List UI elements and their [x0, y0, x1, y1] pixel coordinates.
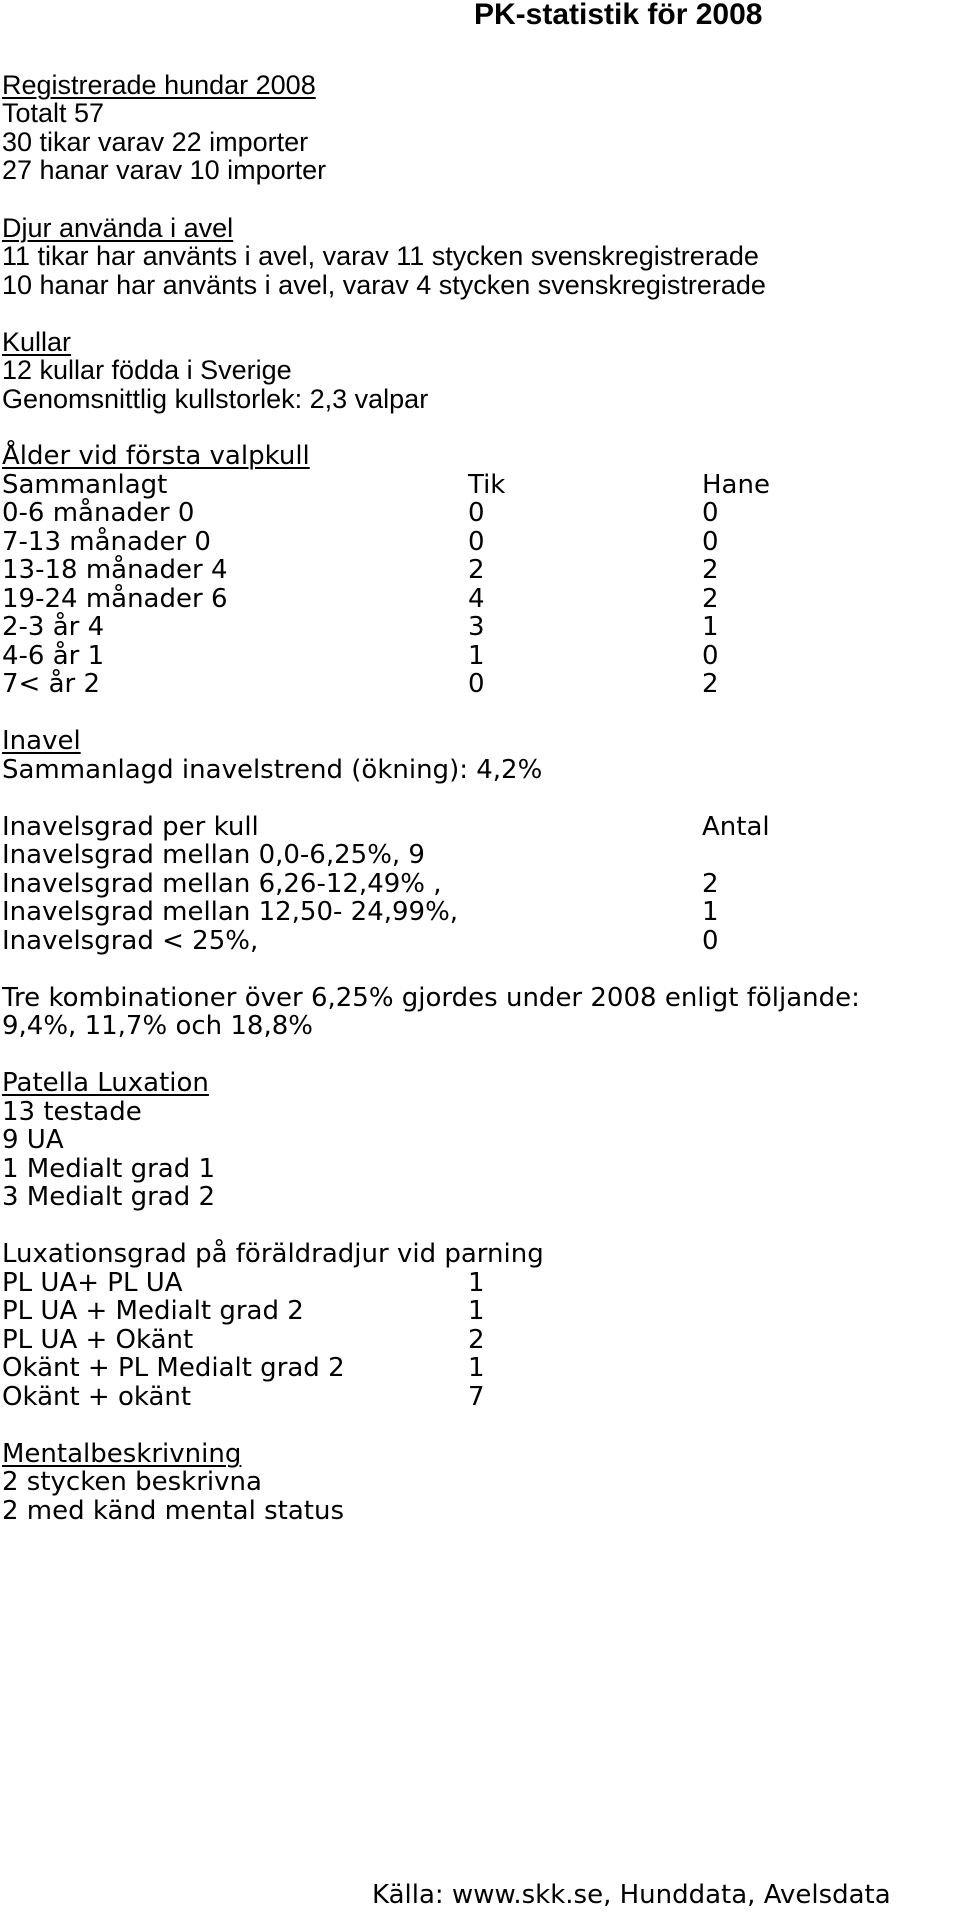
inavelsgrad-row	[2, 924, 802, 958]
alder-row-tik: 0	[468, 527, 485, 557]
alder-row-hane: 2	[702, 669, 719, 699]
alder-row-hane: 1	[702, 612, 719, 642]
alder-row	[2, 667, 802, 701]
alder-row-hane: 0	[702, 527, 719, 557]
kombinationer-line: Tre kombinationer över 6,25% gjordes under 2008 enligt följande:	[2, 983, 860, 1013]
luxationsgrad-label: Okänt + okänt	[2, 1382, 192, 1412]
mental-line: 2 stycken beskrivna	[2, 1467, 262, 1497]
source-note: Källa: www.skk.se, Hunddata, Avelsdata	[372, 1880, 891, 1910]
inavelsgrad-antal: 0	[702, 926, 719, 956]
alder-col-tik: Tik	[468, 470, 506, 500]
luxationsgrad-value: 1	[468, 1353, 485, 1383]
patella-line: 13 testade	[2, 1097, 142, 1127]
inavelsgrad-header: Inavelsgrad per kull	[2, 812, 259, 842]
luxationsgrad-label: PL UA+ PL UA	[2, 1268, 183, 1298]
luxationsgrad-label: PL UA + Okänt	[2, 1325, 194, 1355]
avel-heading: Djur använda i avel	[2, 213, 234, 243]
inavelsgrad-label: Inavelsgrad < 25%,	[2, 926, 259, 956]
alder-row-label: 19-24 månader 6	[2, 584, 228, 614]
inavelsgrad-antal: 1	[702, 897, 719, 927]
kullar-heading: Kullar	[2, 327, 72, 357]
luxationsgrad-row	[2, 1380, 802, 1414]
alder-row-label: 7< år 2	[2, 669, 101, 699]
inavel-trend: Sammanlagd inavelstrend (ökning): 4,2%	[2, 755, 543, 785]
alder-row-label: 0-6 månader 0	[2, 498, 195, 528]
alder-row-hane: 2	[702, 555, 719, 585]
patella-line: 1 Medialt grad 1	[2, 1154, 216, 1184]
alder-row-tik: 0	[468, 498, 485, 528]
luxationsgrad-label: Okänt + PL Medialt grad 2	[2, 1353, 345, 1383]
antal-header: Antal	[702, 812, 770, 842]
mental-heading: Mentalbeskrivning	[2, 1439, 242, 1469]
alder-row-tik: 2	[468, 555, 485, 585]
alder-row-label: 4-6 år 1	[2, 641, 105, 671]
alder-row-hane: 0	[702, 498, 719, 528]
page-title: PK-statistik för 2008	[474, 0, 763, 31]
registrerade-line: 30 tikar varav 22 importer	[2, 127, 309, 157]
alder-col-sammanlagt: Sammanlagt	[2, 470, 168, 500]
kullar-line: Genomsnittlig kullstorlek: 2,3 valpar	[2, 384, 429, 414]
alder-row-tik: 1	[468, 641, 485, 671]
luxationsgrad-value: 2	[468, 1325, 485, 1355]
registrerade-heading: Registrerade hundar 2008	[2, 70, 316, 100]
luxationsgrad-value: 1	[468, 1268, 485, 1298]
alder-col-hane: Hane	[702, 470, 770, 500]
inavelsgrad-antal: 2	[702, 869, 719, 899]
patella-line: 3 Medialt grad 2	[2, 1182, 216, 1212]
kullar-line: 12 kullar födda i Sverige	[2, 355, 292, 385]
patella-line: 9 UA	[2, 1125, 64, 1155]
inavelsgrad-label: Inavelsgrad mellan 0,0-6,25%, 9	[2, 840, 425, 870]
luxationsgrad-value: 1	[468, 1296, 485, 1326]
alder-row-tik: 4	[468, 584, 485, 614]
avel-line: 10 hanar har använts i avel, varav 4 stycken svenskregistrerade	[2, 270, 766, 300]
alder-row-label: 2-3 år 4	[2, 612, 105, 642]
patella-heading: Patella Luxation	[2, 1068, 209, 1098]
inavelsgrad-label: Inavelsgrad mellan 6,26-12,49% ,	[2, 869, 442, 899]
registrerade-line: 27 hanar varav 10 importer	[2, 155, 327, 185]
inavel-heading: Inavel	[2, 726, 81, 756]
alder-row-hane: 0	[702, 641, 719, 671]
alder-row-hane: 2	[702, 584, 719, 614]
luxationsgrad-label: PL UA + Medialt grad 2	[2, 1296, 304, 1326]
alder-row-tik: 0	[468, 669, 485, 699]
avel-line: 11 tikar har använts i avel, varav 11 stycken svenskregistrerade	[2, 241, 759, 271]
alder-row-tik: 3	[468, 612, 485, 642]
mental-line: 2 med känd mental status	[2, 1496, 344, 1526]
alder-row-label: 7-13 månader 0	[2, 527, 211, 557]
kombinationer-line: 9,4%, 11,7% och 18,8%	[2, 1011, 313, 1041]
registrerade-line: Totalt 57	[2, 98, 105, 128]
alder-row-label: 13-18 månader 4	[2, 555, 228, 585]
luxationsgrad-value: 7	[468, 1382, 485, 1412]
luxationsgrad-heading: Luxationsgrad på föräldradjur vid parning	[2, 1239, 544, 1269]
inavelsgrad-label: Inavelsgrad mellan 12,50- 24,99%,	[2, 897, 459, 927]
alder-heading: Ålder vid första valpkull	[2, 441, 310, 471]
